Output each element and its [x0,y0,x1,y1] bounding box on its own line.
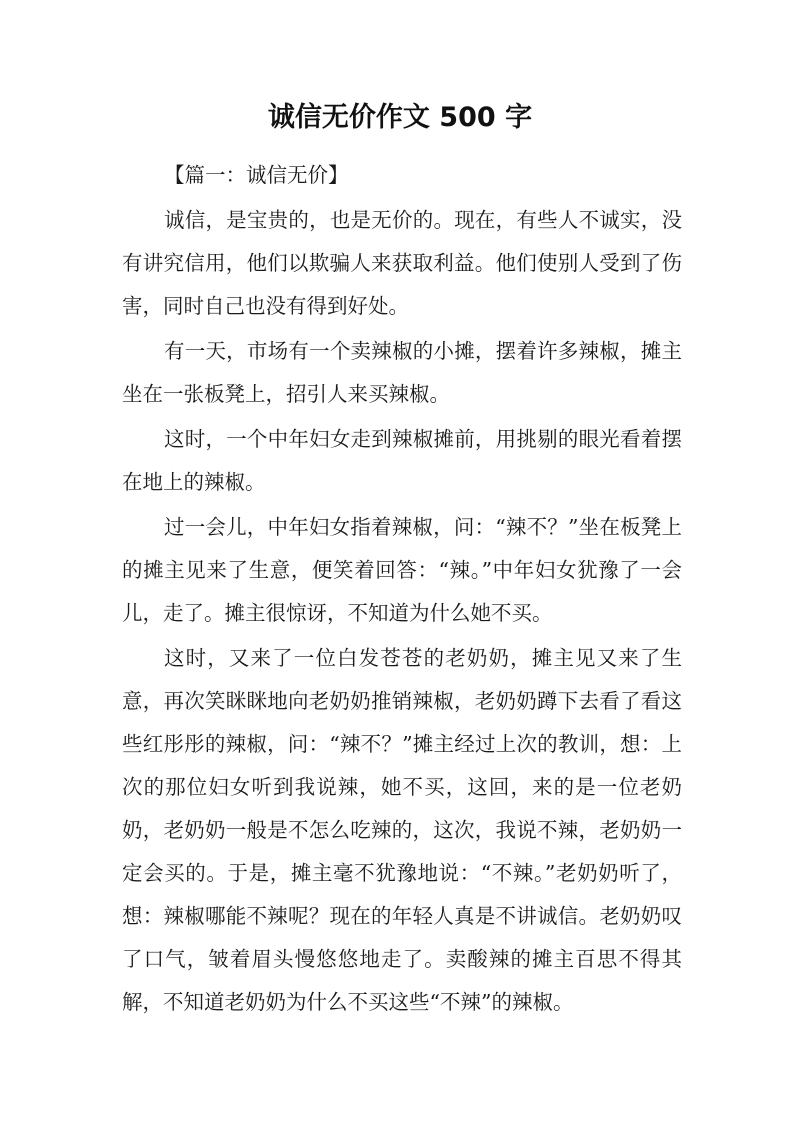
paragraph-2: 有一天，市场有一个卖辣椒的小摊，摆着许多辣椒，摊主坐在一张板凳上，招引人来买辣椒。 [122,339,682,406]
document-body [122,154,682,1026]
paragraph-3: 这时，一个中年妇女走到辣椒摊前，用挑剔的眼光看着摆在地上的辣椒。 [122,427,682,494]
paragraph-1: 诚信，是宝贵的，也是无价的。现在，有些人不诚实，没有讲究信用，他们以欺骗人来获取利益。他们使别人受到了伤害，同时自己也没有得到好处。 [122,208,682,318]
paragraph-4: 过一会儿，中年妇女指着辣椒，问：“辣不？”坐在板凳上的摊主见来了生意，便笑着回答：“辣。”中年妇女犹豫了一会儿，走了。摊主很惊讶，不知道为什么她不买。 [122,515,682,625]
paragraph-5: 这时，又来了一位白发苍苍的老奶奶，摊主见又来了生意，再次笑眯眯地向老奶奶推销辣椒，老奶奶蹲下去看了看这些红彤彤的辣椒，问：“辣不？”摊主经过上次的教训，想：上次的那位妇女听到我说辣，她不买，这回，来的是一位老奶奶，老奶奶一般是不怎么吃辣的，这次，我说不辣，老奶奶一定会买的。于是，摊主毫不犹豫地说：“不辣。”老奶奶听了，想：辣椒哪能不辣呢？现在的年轻人真是不讲诚信。老奶奶叹了口气，皱着眉头慢悠悠地走了。卖酸辣的摊主百思不得其解，不知道老奶奶为什么不买这些“不辣”的辣椒。 [122,646,682,1014]
document-title: 诚信无价作文 500 字 [267,102,533,133]
section-heading: 【篇一：诚信无价】 [164,163,349,187]
